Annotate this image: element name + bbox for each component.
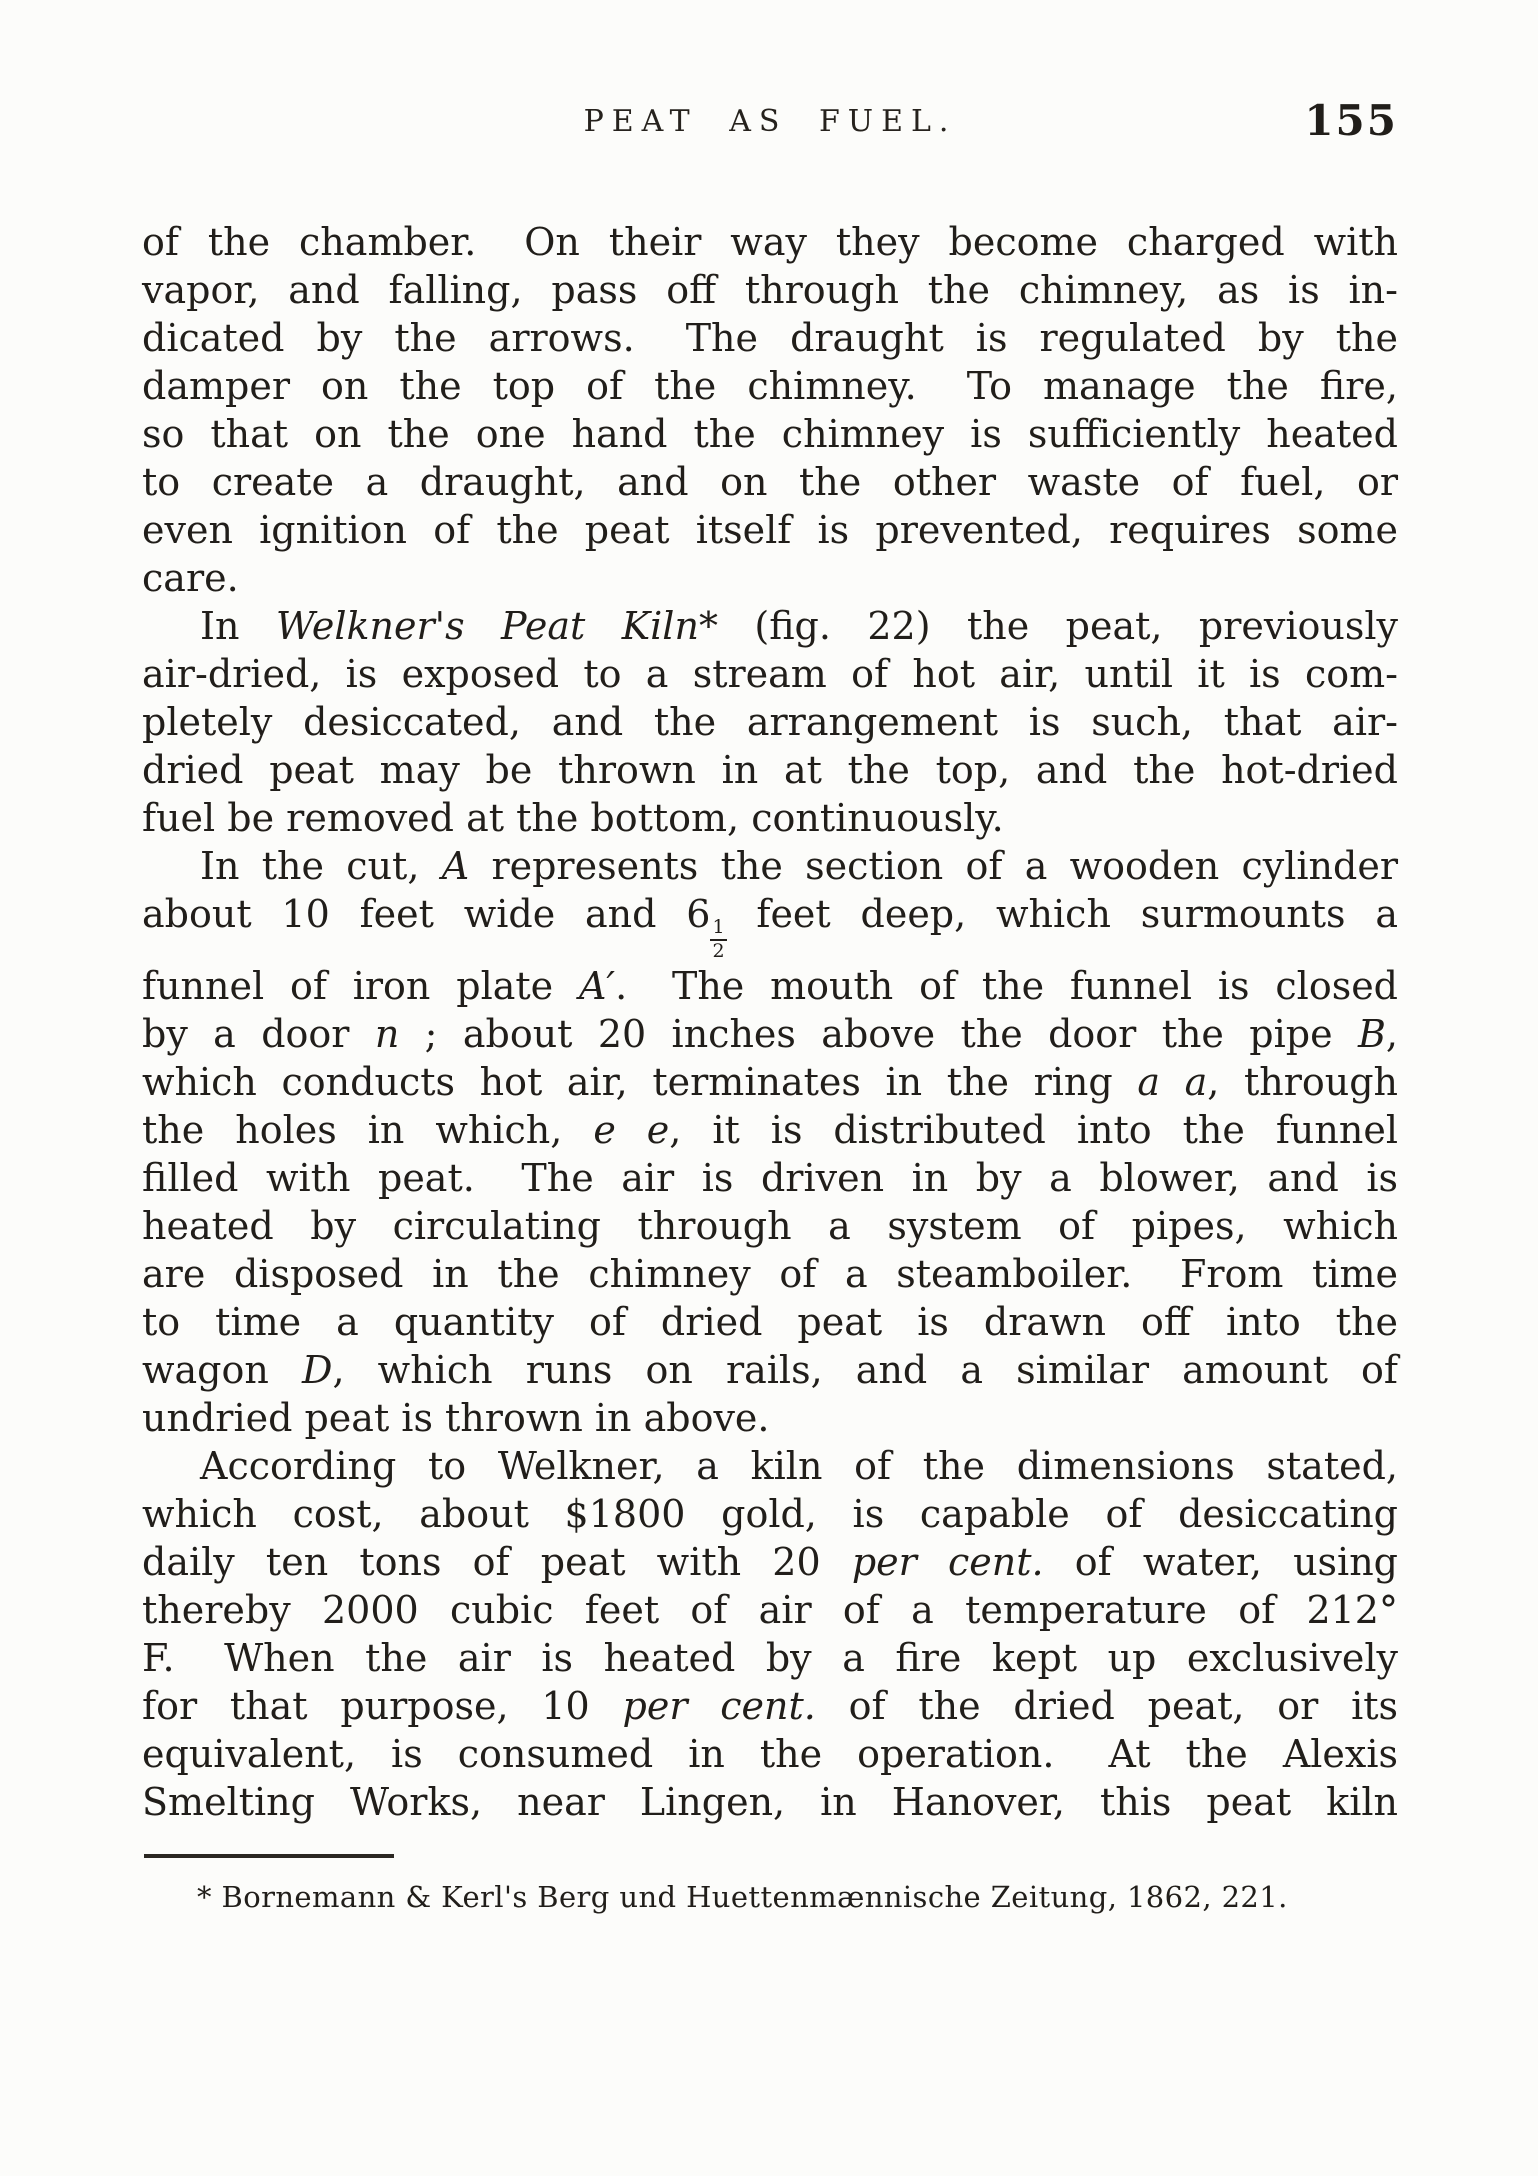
body-text (142, 218, 1398, 1826)
text-line (142, 1682, 1398, 1730)
page-number: 155 (1304, 96, 1398, 145)
text-line (142, 554, 1398, 602)
text-segment: air-dried, is exposed to a stream of hot air, until it is com- (142, 652, 1398, 696)
text-segment: B (1357, 1011, 1386, 1056)
text-segment: In the cut, (200, 844, 442, 888)
text-line (142, 362, 1398, 410)
text-segment: , through (1207, 1059, 1399, 1104)
text-segment: , (1385, 1011, 1398, 1056)
text-segment: funnel of iron plate (142, 963, 579, 1008)
text-segment: filled with peat. The air is driven in by a blower, and is (142, 1155, 1398, 1200)
text-line (142, 602, 1398, 650)
text-line (142, 1202, 1398, 1250)
text-segment: feet deep, which surmounts a (726, 892, 1398, 936)
text-segment: F. When the air is heated by a fire kept up exclusively (142, 1635, 1398, 1680)
text-segment: are disposed in the chimney of a steamboiler. From time (142, 1251, 1398, 1296)
text-line (142, 1586, 1398, 1634)
text-line (142, 698, 1398, 746)
text-segment: even ignition of the peat itself is prevented, requires some (142, 508, 1398, 552)
text-segment: pletely desiccated, and the arrangement is such, that air- (142, 700, 1398, 744)
text-segment: A′ (578, 963, 616, 1008)
text-line (142, 1538, 1398, 1586)
text-segment: per cent. (622, 1683, 816, 1728)
paragraph (142, 842, 1398, 1442)
page-header (142, 96, 1398, 174)
text-segment: heated by circulating through a system of pipes, which (142, 1203, 1398, 1248)
text-line (142, 1058, 1398, 1106)
text-segment: about 10 feet wide and 6 (142, 892, 711, 936)
text-segment: vapor, and falling, pass off through the chimney, as is in- (142, 268, 1398, 312)
text-segment: to time a quantity of dried peat is drawn off into the (142, 1299, 1398, 1344)
text-line (142, 1730, 1398, 1778)
paragraph (142, 1442, 1398, 1826)
text-segment: which cost, about $1800 gold, is capable of desiccating (142, 1491, 1398, 1536)
text-segment: e e (593, 1107, 670, 1152)
footnote-rule (144, 1854, 394, 1858)
text-column (142, 218, 1398, 1916)
text-segment: n (374, 1011, 400, 1056)
text-segment: care. (142, 556, 239, 600)
text-segment: Welkner's Peat Kiln (275, 604, 699, 648)
text-line (142, 314, 1398, 362)
text-line (142, 962, 1398, 1010)
text-line (142, 1346, 1398, 1394)
text-segment: by a door (142, 1011, 375, 1056)
text-line (142, 794, 1398, 842)
text-line (142, 1010, 1398, 1058)
text-segment: wagon (142, 1347, 302, 1392)
text-segment: ; about 20 inches above the door the pipe (399, 1011, 1358, 1056)
text-segment: daily ten tons of peat with 20 (142, 1539, 852, 1584)
text-segment: equivalent, is consumed in the operation. At the Alexis (142, 1731, 1398, 1776)
footnote-text: * Bornemann & Kerl's Berg und Huettenmænnische Zeitung, 1862, 221. (197, 1879, 1288, 1914)
text-segment: dicated by the arrows. The draught is regulated by the (142, 316, 1398, 360)
stacked-fraction: $\frac{1}{2}$ (712, 916, 725, 962)
text-segment: to create a draught, and on the other waste of fuel, or (142, 460, 1398, 504)
text-line (142, 506, 1398, 554)
text-line (142, 650, 1398, 698)
text-segment: so that on the one hand the chimney is sufficiently heated (142, 412, 1398, 456)
text-line (142, 1250, 1398, 1298)
text-segment: which conducts hot air, terminates in the ring (142, 1059, 1138, 1104)
paragraph (142, 602, 1398, 842)
text-line (142, 410, 1398, 458)
text-segment: for that purpose, 10 (142, 1683, 623, 1728)
paragraph (142, 218, 1398, 602)
text-line (142, 218, 1398, 266)
text-segment: per cent. (851, 1539, 1044, 1584)
text-segment: the holes in which, (142, 1107, 594, 1152)
text-line (142, 1394, 1398, 1442)
text-segment: . The mouth of the funnel is closed (615, 963, 1399, 1008)
text-segment: dried peat may be thrown in at the top, and the hot-dried (142, 748, 1398, 792)
text-segment: fuel be removed at the bottom, continuously. (142, 796, 1004, 840)
text-segment: a a (1137, 1059, 1208, 1104)
text-segment: D (302, 1347, 333, 1392)
text-segment: Smelting Works, near Lingen, in Hanover, this peat kiln (142, 1779, 1398, 1824)
text-line (142, 458, 1398, 506)
text-line (142, 1778, 1398, 1826)
text-segment: , which runs on rails, and a similar amount of (332, 1347, 1398, 1392)
text-segment: According to Welkner, a kiln of the dimensions stated, (200, 1443, 1398, 1488)
text-line (142, 1154, 1398, 1202)
text-segment: thereby 2000 cubic feet of air of a temperature of 212° (142, 1587, 1398, 1632)
text-segment: In (200, 604, 276, 648)
text-line (142, 1442, 1398, 1490)
text-line (142, 266, 1398, 314)
text-line (142, 1298, 1398, 1346)
text-segment: of the dried peat, or its (815, 1683, 1398, 1728)
text-line (142, 746, 1398, 794)
running-head: PEAT AS FUEL. (583, 104, 957, 139)
text-line (142, 1490, 1398, 1538)
text-line (142, 890, 1398, 962)
text-segment: undried peat is thrown in above. (142, 1395, 770, 1440)
text-segment: represents the section of a wooden cylinder (469, 844, 1399, 888)
text-segment: A (441, 844, 470, 888)
text-line (142, 842, 1398, 890)
text-segment: * (fig. 22) the peat, previously (698, 604, 1398, 648)
text-line (142, 1106, 1398, 1154)
text-segment: , it is distributed into the funnel (669, 1107, 1398, 1152)
text-segment: of the chamber. On their way they become charged with (142, 220, 1398, 264)
text-segment: damper on the top of the chimney. To manage the fire, (142, 364, 1398, 408)
footnote (142, 1854, 1398, 1916)
text-segment: of water, using (1043, 1539, 1399, 1584)
text-line (142, 1634, 1398, 1682)
